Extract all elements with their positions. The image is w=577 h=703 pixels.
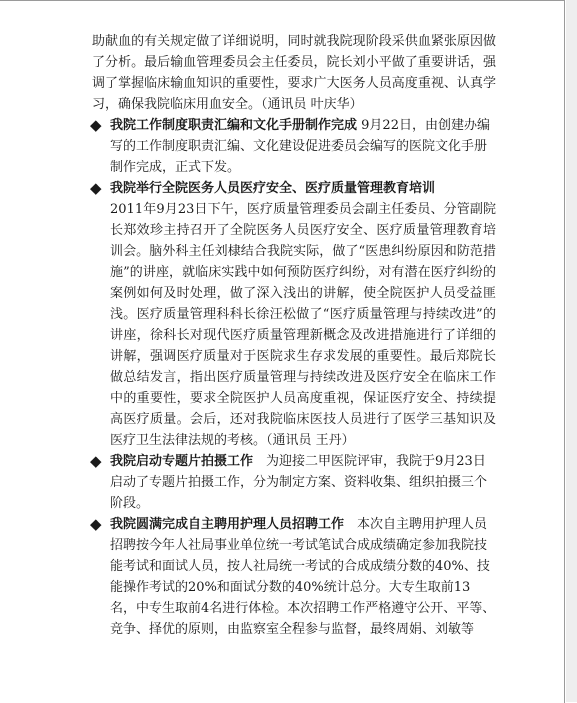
news-item-film-shooting xyxy=(90,451,496,514)
news-item-body: 9月22日，由创建办编写的工作制度职责汇编、文化建设促进委员会编写的医院文化手册制作完成，正式下发。 xyxy=(110,118,490,175)
news-item-rules-handbook xyxy=(90,115,496,178)
news-item-title: 我院圆满完成自主聘用护理人员招聘工作 xyxy=(110,517,345,532)
news-item-title: 我院工作制度职责汇编和文化手册制作完成 xyxy=(110,118,358,133)
news-item-nurse-recruitment xyxy=(90,514,496,640)
news-item-safety-training xyxy=(90,178,496,451)
document-content xyxy=(92,31,496,640)
intro-paragraph: 助献血的有关规定做了详细说明，同时就我院现阶段采供血紧张原因做了分析。最后输血管理委员会主任委员，院长刘小平做了重要讲话，强调了掌握临床输血知识的重要性，要求广大医务人员高度重视、认真学习，确保我院临床用血安全。（通讯员 叶庆华） xyxy=(92,34,496,112)
diamond-bullet-icon: ◆ xyxy=(90,179,102,197)
news-item-body: 本次自主聘用护理人员招聘按今年人社局事业单位统一考试笔试合成成绩确定参加我院技能考试和面试人员，按人社局统一考试的合成成绩分数的40%、技能操作考试的20%和面试分数的40%统计总分。大专生取前13名，中专生取前4名进行体检。本次招聘工作严格遵守公开、平等、竞争、择优的原则，由监察室全程参与监督，最终周娟、刘敏等 xyxy=(110,517,496,637)
diamond-bullet-icon: ◆ xyxy=(90,452,102,470)
news-item-body: 2011年9月23日下午，医疗质量管理委员会副主任委员、分管副院长郑效珍主持召开了全院医务人员医疗安全、医疗质量管理教育培训会。脑外科主任刘棣结合我院实际，做了“医患纠纷原因和防范措施”的讲座，就临床实践中如何预防医疗纠纷，对有潜在医疗纠纷的案例如何及时处理，做了深入浅出的讲解，使全院医护人员受益匪浅。医疗质量管理科科长徐汪松做了“医疗质量管理与持续改进”的讲座，徐科长对现代医疗质量管理新概念及改进措施进行了详细的讲解，强调医疗质量对于医院求生存求发展的重要性。最后郑院长做总结发言，指出医疗质量管理与持续改进及医疗安全在临床工作中的重要性，要求全院医护人员高度重视，保证医疗安全、持续提高医疗质量。会后，还对我院临床医技人员进行了医学三基知识及医疗卫生法律法规的考核。（通讯员 王丹） xyxy=(110,202,496,448)
diamond-bullet-icon: ◆ xyxy=(90,515,102,533)
news-item-title: 我院举行全院医务人员医疗安全、医疗质量管理教育培训 xyxy=(110,181,436,196)
news-item-title: 我院启动专题片拍摄工作 xyxy=(110,454,254,469)
news-item-body: 为迎接二甲医院评审，我院于9月23日启动了专题片拍摄工作，分为制定方案、资料收集、组织拍摄三个阶段。 xyxy=(110,454,488,511)
diamond-bullet-icon: ◆ xyxy=(90,116,102,134)
viewer-scroll-edge[interactable] xyxy=(566,0,577,702)
